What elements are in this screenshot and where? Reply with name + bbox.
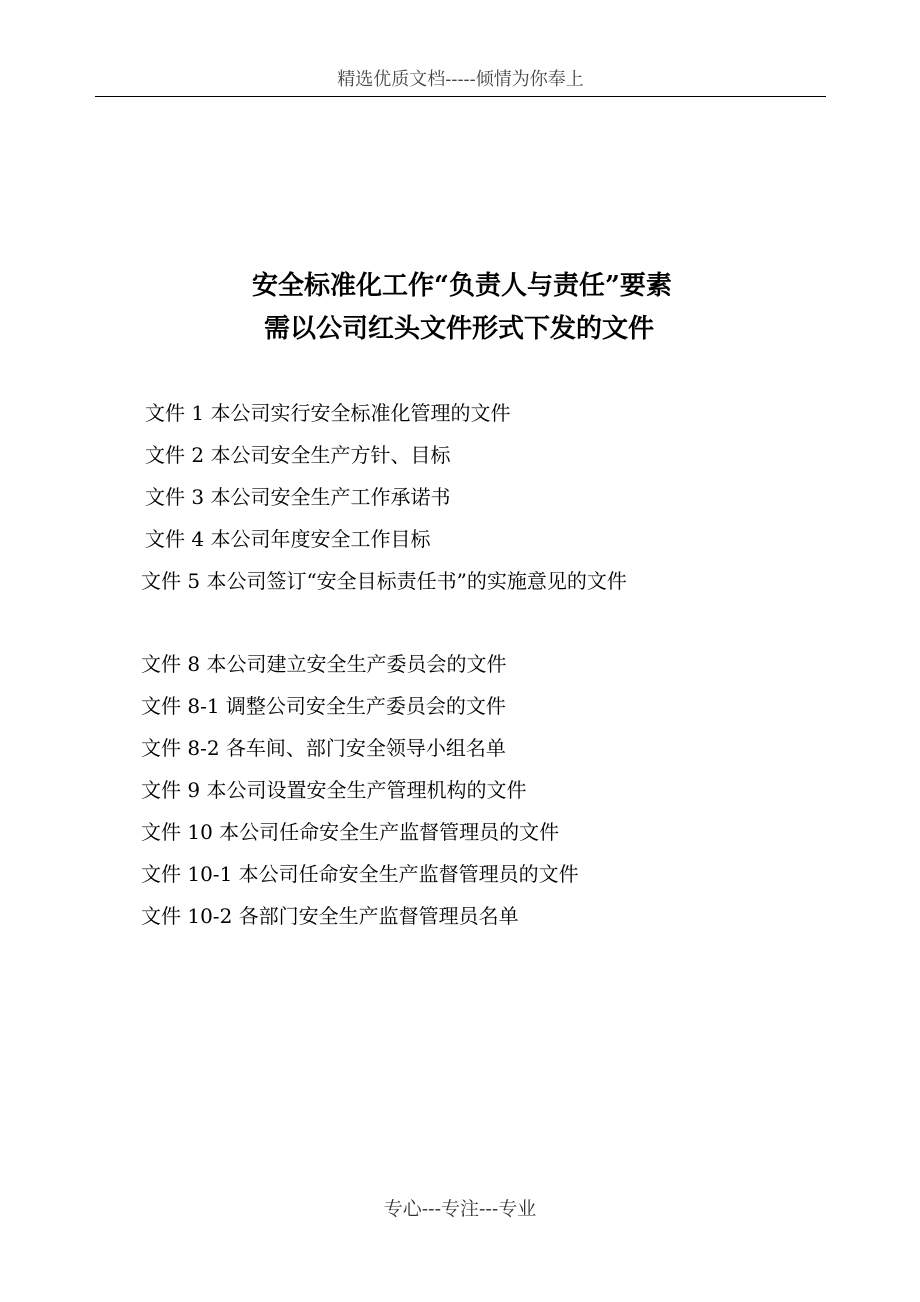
document-title-line-1: 安全标准化工作“负责人与责任”要素 [252, 271, 672, 301]
document-list-item: 文件 8 本公司建立安全生产委员会的文件 [141, 652, 507, 676]
document-list-item: 文件 8-1 调整公司安全生产委员会的文件 [141, 694, 506, 718]
page-footer [0, 1195, 920, 1223]
footer-text: 专心---专注---专业 [383, 1198, 537, 1220]
document-list-item: 文件 1 本公司实行安全标准化管理的文件 [145, 401, 511, 425]
document-title-line-2: 需以公司红头文件形式下发的文件 [264, 314, 655, 344]
document-list-item: 文件 3 本公司安全生产工作承诺书 [145, 485, 451, 509]
document-list-item: 文件 5 本公司签订“安全目标责任书”的实施意见的文件 [141, 569, 627, 593]
document-list-item: 文件 9 本公司设置安全生产管理机构的文件 [141, 778, 527, 802]
document-list-item: 文件 10-1 本公司任命安全生产监督管理员的文件 [141, 862, 579, 886]
document-list-item: 文件 10-2 各部门安全生产监督管理员名单 [141, 904, 519, 928]
document-list-item: 文件 2 本公司安全生产方针、目标 [145, 443, 451, 467]
page-header [95, 66, 826, 97]
document-list-item: 文件 8-2 各车间、部门安全领导小组名单 [141, 736, 506, 760]
header-text: 精选优质文档-----倾情为你奉上 [337, 69, 584, 90]
document-list-item: 文件 10 本公司任命安全生产监督管理员的文件 [141, 820, 560, 844]
document-list-item: 文件 4 本公司年度安全工作目标 [145, 527, 431, 551]
